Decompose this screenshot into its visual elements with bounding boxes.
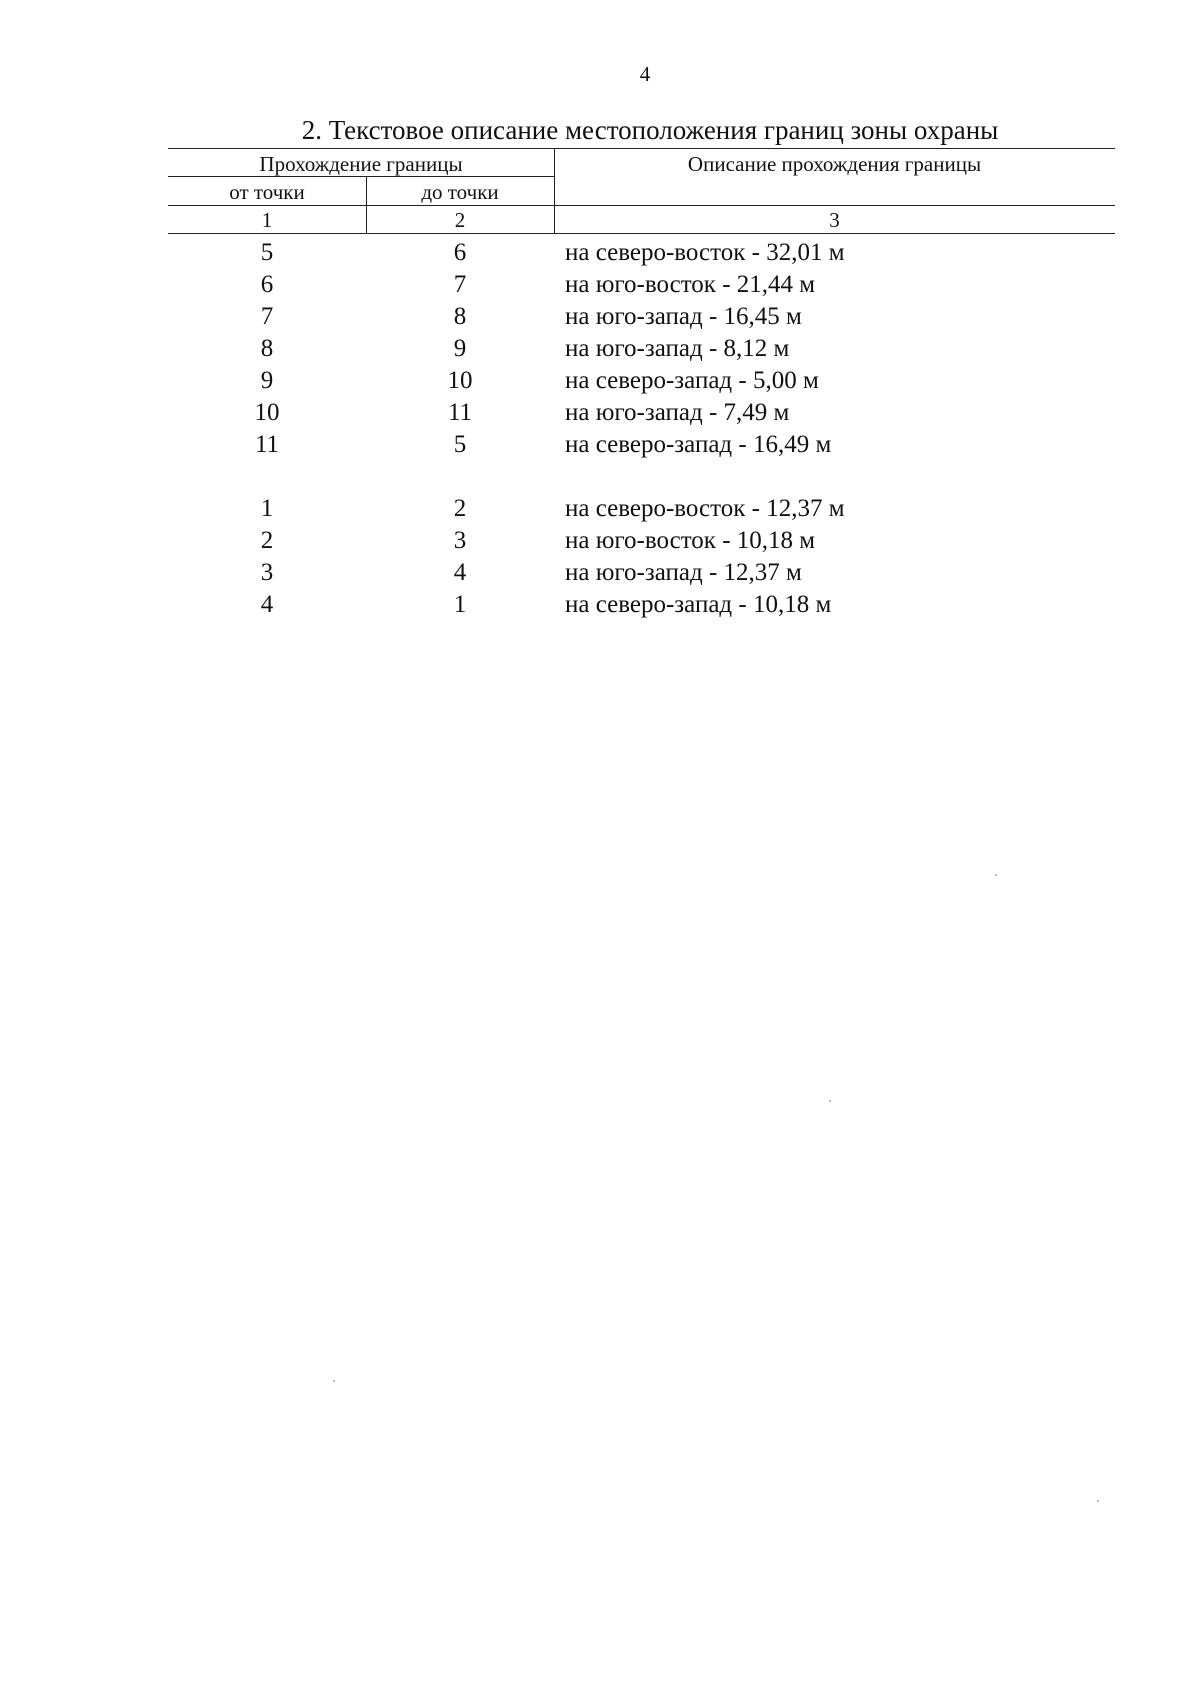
boundary-description: на юго-запад - 8,12 м: [565, 335, 790, 362]
from-point: 4: [260, 591, 274, 618]
page-number: 4: [639, 62, 651, 86]
boundary-description: на северо-запад - 10,18 м: [565, 591, 832, 618]
table-top-rule: [168, 148, 1115, 149]
from-point: 10: [254, 399, 280, 426]
to-point: 6: [453, 239, 467, 266]
to-point: 1: [453, 591, 467, 618]
boundary-description: на юго-восток - 21,44 м: [565, 271, 816, 298]
from-point: 6: [260, 271, 274, 298]
boundary-description: на северо-запад - 5,00 м: [565, 367, 819, 394]
from-point: 7: [260, 303, 274, 330]
to-point: 3: [453, 527, 467, 554]
boundary-description: на юго-восток - 10,18 м: [565, 527, 816, 554]
from-point: 5: [260, 239, 274, 266]
boundary-description: на северо-восток - 32,01 м: [565, 239, 845, 266]
header-bottom-rule: [168, 205, 1115, 206]
to-point: 11: [447, 399, 473, 426]
to-point: 5: [453, 431, 467, 458]
to-point: 4: [453, 559, 467, 586]
group-header-rule: [168, 176, 554, 177]
col-number-bottom-rule: [168, 233, 1115, 234]
boundary-description: на юго-запад - 16,45 м: [565, 303, 802, 330]
to-point: 8: [453, 303, 467, 330]
scan-speck: [1097, 1500, 1099, 1502]
col-number-2: 2: [454, 208, 466, 232]
to-point: 10: [447, 367, 473, 394]
boundary-description: на северо-восток - 12,37 м: [565, 495, 845, 522]
from-point: 11: [254, 431, 280, 458]
boundary-description: на северо-запад - 16,49 м: [565, 431, 832, 458]
from-point: 2: [260, 527, 274, 554]
col-number-3: 3: [829, 208, 840, 232]
from-point: 1: [260, 495, 274, 522]
desc-header: Описание прохождения границы: [687, 152, 982, 176]
to-point: 7: [453, 271, 467, 298]
from-point: 9: [260, 367, 274, 394]
from-point: 8: [260, 335, 274, 362]
from-point: 3: [260, 559, 274, 586]
boundary-description: на юго-запад - 12,37 м: [565, 559, 802, 586]
group-header: Прохождение границы: [259, 152, 463, 176]
scan-speck: [333, 1380, 335, 1382]
to-point: 9: [453, 335, 467, 362]
section-title: 2. Текстовое описание местоположения границ зоны охраны: [301, 115, 999, 145]
to-point: 2: [453, 495, 467, 522]
from-header: от точки: [229, 180, 305, 204]
to-header: до точки: [421, 180, 499, 204]
scan-speck: [829, 1100, 831, 1102]
boundary-description: на юго-запад - 7,49 м: [565, 399, 790, 426]
scan-speck: [995, 874, 997, 876]
col-number-1: 1: [261, 208, 273, 232]
